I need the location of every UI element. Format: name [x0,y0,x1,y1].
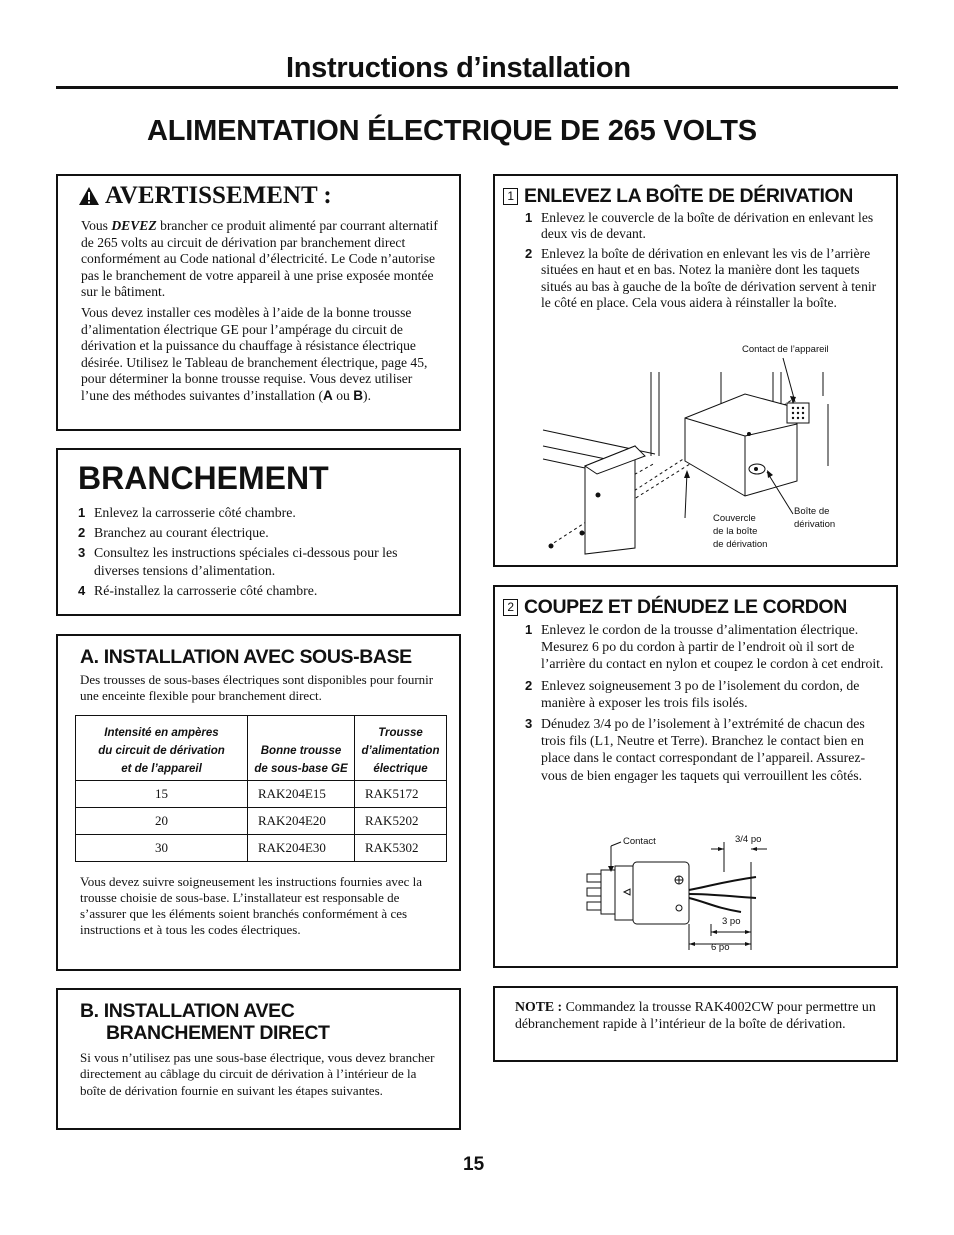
table-header-row [76,715,447,780]
junction-box-diagram [535,336,885,566]
step1-box [493,174,898,567]
step-number: 2 [525,245,533,261]
step-text: Ré-installez la carrosserie côté chambre. [94,582,318,598]
label-cover-line3: de dérivation [713,539,768,550]
header-line: et de l’appareil [121,762,202,775]
step-number: 3 [78,545,86,561]
warning-p1-end: brancher ce produit alimenté par courrant alternatif de 265 volts au circuit de dérivation par branchement direct conformément au Code national d’électricité. Le Code n’autorise pas le branchement de votre appareil à une prise exposée montée sur le bâtiment. [81,218,438,300]
header-rule [56,86,898,89]
warning-paragraph-2 [81,305,439,405]
table-cell: RAK5172 [355,780,447,807]
header-line: de sous-base GE [254,762,348,775]
section-a-title: A. INSTALLATION AVEC SOUS-BASE [80,646,412,668]
note-box [493,986,898,1062]
warning-p2-text: Vous devez installer ces modèles à l’aide de la bonne trousse d’alimentation électrique GE pour l’ampérage du circuit de dérivation et la puissance du chauffage à résistance électrique désirée. Utilisez le Tableau de branchement électrique, page 45, pour déterminer la bonne trousse requise. Vous devez utiliser l’une des méthodes suivantes d’installation ( [81,304,428,403]
main-title: ALIMENTATION ÉLECTRIQUE DE 265 VOLTS [147,115,757,147]
step2-title-text: COUPEZ ET DÉNUDEZ LE CORDON [524,596,847,618]
table-cell: RAK5302 [355,834,447,861]
table-row [76,834,447,861]
step-number: 2 [525,677,533,693]
list-item [525,210,884,243]
header-line: Intensité en ampères [104,726,219,739]
list-item [78,504,439,521]
step1-title [503,185,884,207]
step-number: 2 [78,525,86,541]
step-text: Dénudez 3/4 po de l’isolement à l’extrémité de chacun des trois fils (L1, Neutre et Terre). Branchez le contact bien en place dans le contact correspondant de l’appareil. Assurez-vous de bien engager les taquets qui verrouillent les côtés. [541,716,866,783]
table-header-amps [76,715,248,780]
note-label: NOTE : [515,999,563,1014]
warning-triangle-icon [78,186,100,206]
step-text: Enlevez la boîte de dérivation en enlevant les vis de l’arrière situées en haut et en bas. Notez la manière dont les taquets situés au bas à gauche de la boîte de dérivation servent à tenir le côté en place. Cela vous aidera à réinstaller la boîte. [541,245,877,311]
section-a-outro: Vous devez suivre soigneusement les instructions fournies avec la trousse choisie de sous-base. L’installateur est responsable de s’assurer que les éléments soient branchés conformément à ces instructions et à tous les codes électriques. [80,873,423,938]
header-line: d’alimentation [361,744,440,757]
table-cell: RAK204E30 [248,834,355,861]
warning-p2-ou: ou [332,387,354,403]
warning-p1-emphasis: DEVEZ [111,218,157,233]
header-line: du circuit de dérivation [98,744,225,757]
step-number: 1 [525,622,533,637]
label-six-inch: 6 po [711,942,730,953]
branchement-title: BRANCHEMENT [78,460,329,496]
section-b-title-line1: B. INSTALLATION AVEC [80,1000,295,1022]
header-line: électrique [373,762,428,775]
step-number: 4 [78,582,86,598]
section-b-title-line2: BRANCHEMENT DIRECT [106,1022,330,1044]
table-cell: RAK5202 [355,807,447,834]
label-cover-line1: Couvercle [713,513,756,524]
section-b-text: Si vous n’utilisez pas une sous-base électrique, vous devez brancher directement au câblage du circuit de dérivation à l’intérieur de la boîte de dérivation fournie en suivant les étapes suivantes. [80,1050,435,1098]
table-header-subbase [248,715,355,780]
step-text: Enlevez le cordon de la trousse d’alimentation électrique. Mesurez 6 po du cordon à partir de l’endroit où il sort de l’arrière du contact en nylon et coupez le cordon à cet endroit. [541,622,884,672]
label-appliance-contact: Contact de l’appareil [742,344,829,355]
warning-paragraph-1 [81,218,439,301]
warning-p1-start: Vous [81,218,112,233]
list-item [525,677,884,711]
step-number: 1 [78,505,86,520]
warning-title: AVERTISSEMENT : [105,182,332,209]
step2-box [493,585,898,968]
table-header-kit [355,715,447,780]
list-item [78,524,439,541]
warning-heading [78,182,439,210]
step-text: Enlevez la carrosserie côté chambre. [94,505,296,520]
cord-stripping-diagram [581,832,801,962]
header-line: Trousse [378,726,423,739]
branchement-steps [78,504,439,599]
table-cell: RAK204E15 [248,780,355,807]
step-number: 3 [525,716,533,732]
warning-p2-b: B [353,387,364,403]
table-cell: 30 [76,834,248,861]
step-text: Branchez au courant électrique. [94,525,269,541]
warning-box [56,174,461,431]
branchement-box [56,448,461,616]
note-text [515,998,876,1032]
label-three-quarter-inch: 3/4 po [735,834,762,845]
warning-p2-end: ). [363,387,371,403]
label-box-line1: Boîte de [794,506,830,517]
list-item [525,715,884,784]
list-item [78,544,439,578]
step-text: Enlevez le couvercle de la boîte de dérivation en enlevant les deux vis de devant. [541,210,874,242]
label-contact: Contact [623,836,656,847]
list-item [78,582,439,599]
page-number: 15 [463,1154,485,1175]
step1-number: 1 [503,188,518,205]
section-b-box [56,988,461,1130]
step-text: Consultez les instructions spéciales ci-dessous pour les diverses tensions d’alimentation. [94,545,398,578]
kit-table [75,715,447,862]
step1-items [525,210,884,311]
list-item [525,621,884,673]
table-row [76,780,447,807]
warning-p2-a: A [323,387,333,403]
section-a-intro: Des trousses de sous-bases électriques sont disponibles pour fournir une enceinte flexible pour branchement direct. [80,672,434,704]
label-three-inch: 3 po [722,916,741,927]
label-cover-line2: de la boîte [713,526,758,537]
table-cell: 20 [76,807,248,834]
step2-number: 2 [503,599,518,616]
page-header-title: Instructions d’installation [286,52,631,84]
header-line: Bonne trousse [260,744,342,757]
note-body: Commandez la trousse RAK4002CW pour permettre un débranchement rapide à l’intérieur de la boîte de dérivation. [515,999,876,1031]
table-row [76,807,447,834]
table-cell: RAK204E20 [248,807,355,834]
step-number: 1 [525,210,533,225]
section-b-title [80,1000,445,1044]
list-item [525,246,884,312]
table-cell: 15 [76,780,248,807]
section-a-box [56,634,461,971]
step-text: Enlevez soigneusement 3 po de l’isolement du cordon, de manière à exposer les trois fils isolés. [541,677,860,710]
label-box-line2: dérivation [794,519,836,530]
step2-title [503,596,884,618]
step1-title-text: ENLEVEZ LA BOÎTE DE DÉRIVATION [524,185,853,207]
step2-items [525,621,884,784]
